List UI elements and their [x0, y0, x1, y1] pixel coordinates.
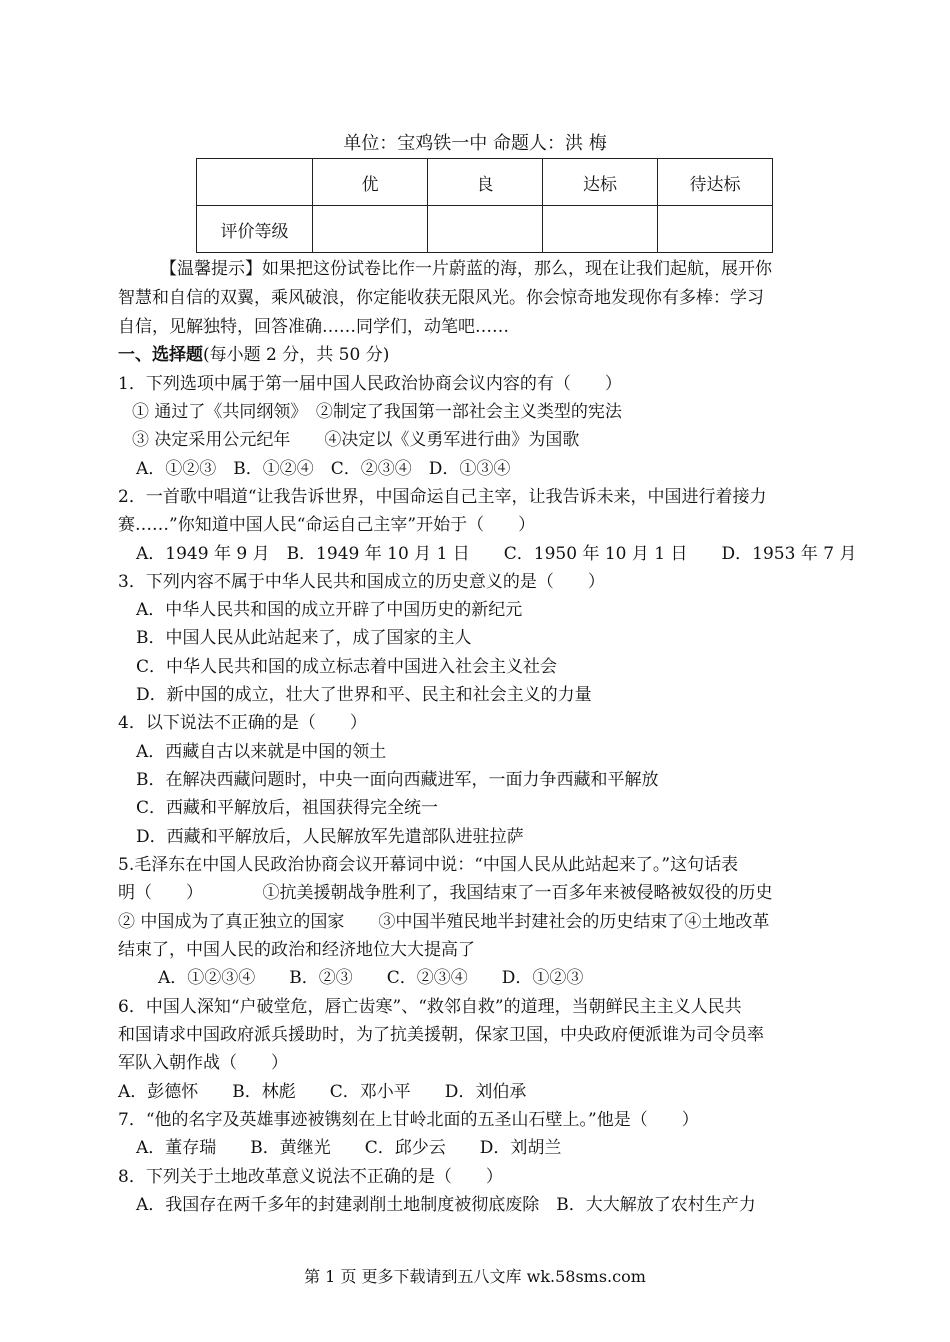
question-line: A．①②③ B．①②④ C．②③④ D．①③④: [136, 459, 511, 479]
question-line: 结束了，中国人民的政治和经济地位大大提高了: [118, 940, 475, 960]
question-line: 军队入朝作战（ ）: [118, 1053, 288, 1073]
question-line: 和国请求中国政府派兵援助时，为了抗美援朝，保家卫国，中央政府便派谁为司令员率: [118, 1025, 764, 1045]
question-line: D．西藏和平解放后，人民解放军先遣部队进驻拉萨: [136, 827, 524, 847]
question-line: 4．以下说法不正确的是（ ）: [118, 713, 367, 733]
question-line: 8．下列关于土地改革意义说法不正确的是（ ）: [118, 1167, 503, 1187]
question-line: 明（ ） ①抗美援朝战争胜利了，我国结束了一百多年来被侵略被奴役的历史: [118, 883, 773, 903]
question-line: 6．中国人深知“户破堂危，唇亡齿寒”、“救邻自救”的道理，当朝鲜民主主义人民共: [118, 997, 742, 1017]
question-line: 3．下列内容不属于中华人民共和国成立的历史意义的是（ ）: [118, 572, 605, 592]
question-line: A．1949 年 9 月 B．1949 年 10 月 1 日 C．1950 年 10 月 1 日 D．1953 年 7 月: [136, 544, 857, 564]
question-line: 5.毛泽东在中国人民政治协商会议开幕词中说：“中国人民从此站起来了。”这句话表: [118, 855, 739, 875]
grade-header-needs-work: 待达标: [658, 159, 773, 206]
question-line: ③ 决定采用公元纪年 ④决定以《义勇军进行曲》为国歌: [132, 430, 580, 450]
question-line: A．西藏自古以来就是中国的领土: [136, 742, 387, 762]
question-line: A．彭德怀 B．林彪 C．邓小平 D．刘伯承: [118, 1082, 527, 1102]
section-title: 一、选择题: [118, 345, 203, 365]
question-line: B．在解决西藏问题时，中央一面向西藏进军，一面力争西藏和平解放: [136, 770, 659, 790]
question-line: B．中国人民从此站起来了，成了国家的主人: [136, 628, 472, 648]
grade-cell: [428, 206, 543, 253]
question-line: A．我国存在两千多年的封建剥削土地制度被彻底废除 B．大大解放了农村生产力: [136, 1195, 756, 1215]
question-line: 2．一首歌中唱道“让我告诉世界，中国命运自己主宰，让我告诉未来，中国进行着接力: [118, 487, 767, 507]
question-line: ② 中国成为了真正独立的国家 ③中国半殖民地半封建社会的历史结束了④土地改革: [118, 912, 770, 932]
question-line: 赛……”你知道中国人民“命运自己主宰”开始于（ ）: [118, 515, 536, 535]
tip-line: 【温馨提示】如果把这份试卷比作一片蔚蓝的海，那么，现在让我们起航，展开你: [160, 259, 772, 279]
grade-header-excellent: 优: [313, 159, 428, 206]
grade-header-pass: 达标: [543, 159, 658, 206]
grade-table-row: [197, 206, 773, 253]
tip-line: 智慧和自信的双翼，乘风破浪，你定能收获无限风光。你会惊奇地发现你有多棒：学习: [118, 288, 764, 308]
question-line: A．董存瑞 B．黄继光 C．邱少云 D．刘胡兰: [136, 1138, 562, 1158]
question-line: C．中华人民共和国的成立标志着中国进入社会主义社会: [136, 657, 558, 677]
grade-cell: [543, 206, 658, 253]
grade-table-header-row: [197, 159, 773, 206]
section-heading: [118, 344, 389, 366]
page-footer: 第 1 页 更多下载请到五八文库 wk.58sms.com: [304, 1267, 646, 1286]
grade-cell: [313, 206, 428, 253]
question-line: ① 通过了《共同纲领》 ②制定了我国第一部社会主义类型的宪法: [132, 402, 622, 422]
question-line: C．西藏和平解放后，祖国获得完全统一: [136, 798, 439, 818]
section-note: (每小题 2 分，共 50 分): [203, 345, 390, 365]
grade-row-label: 评价等级: [197, 206, 313, 253]
question-line: D．新中国的成立，壮大了世界和平、民主和社会主义的力量: [136, 685, 592, 705]
tip-line: 自信，见解独特，回答准确……同学们，动笔吧……: [118, 317, 509, 337]
question-line: A．①②③④ B．②③ C．②③④ D．①②③: [158, 968, 584, 988]
grade-cell: [658, 206, 773, 253]
unit-line: 单位：宝鸡铁一中 命题人：洪 梅: [343, 133, 607, 154]
question-line: 1．下列选项中属于第一届中国人民政治协商会议内容的有（ ）: [118, 374, 622, 394]
grade-header-good: 良: [428, 159, 543, 206]
grade-table: [196, 158, 773, 253]
question-line: 7．“他的名字及英雄事迹被镌刻在上甘岭北面的五圣山石壁上。”他是（ ）: [118, 1110, 699, 1130]
grade-table-corner: [197, 159, 313, 206]
question-line: A．中华人民共和国的成立开辟了中国历史的新纪元: [136, 600, 523, 620]
